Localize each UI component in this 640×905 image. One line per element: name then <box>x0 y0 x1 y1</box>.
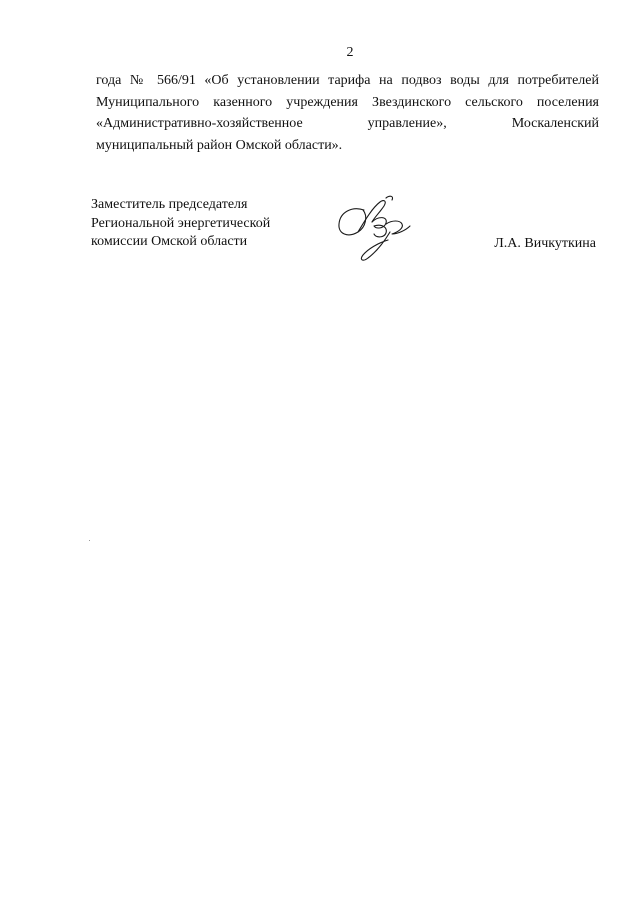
handwritten-signature-icon <box>330 188 420 268</box>
signer-position-line-2: Региональной энергетической <box>91 215 271 231</box>
page-number: 2 <box>346 45 354 60</box>
body-line-1: года № 566/91 «Об установлении тарифа на подвоз воды для потребителей <box>96 73 599 88</box>
signer-position <box>91 196 270 252</box>
signer-position-line-1: Заместитель председателя <box>91 197 248 212</box>
signer-name: Л.А. Вичкуткина <box>494 236 596 251</box>
body-line-4: муниципальный район Омской области». <box>96 137 343 153</box>
body-paragraph <box>96 70 599 156</box>
scan-speck <box>89 540 90 541</box>
body-line-2: Муниципального казенного учреждения Звездинского сельского поселения <box>96 94 599 110</box>
body-line-3: «Административно-хозяйственное управление», Москаленский <box>96 116 599 131</box>
signer-position-line-3: комиссии Омской области <box>91 234 248 249</box>
